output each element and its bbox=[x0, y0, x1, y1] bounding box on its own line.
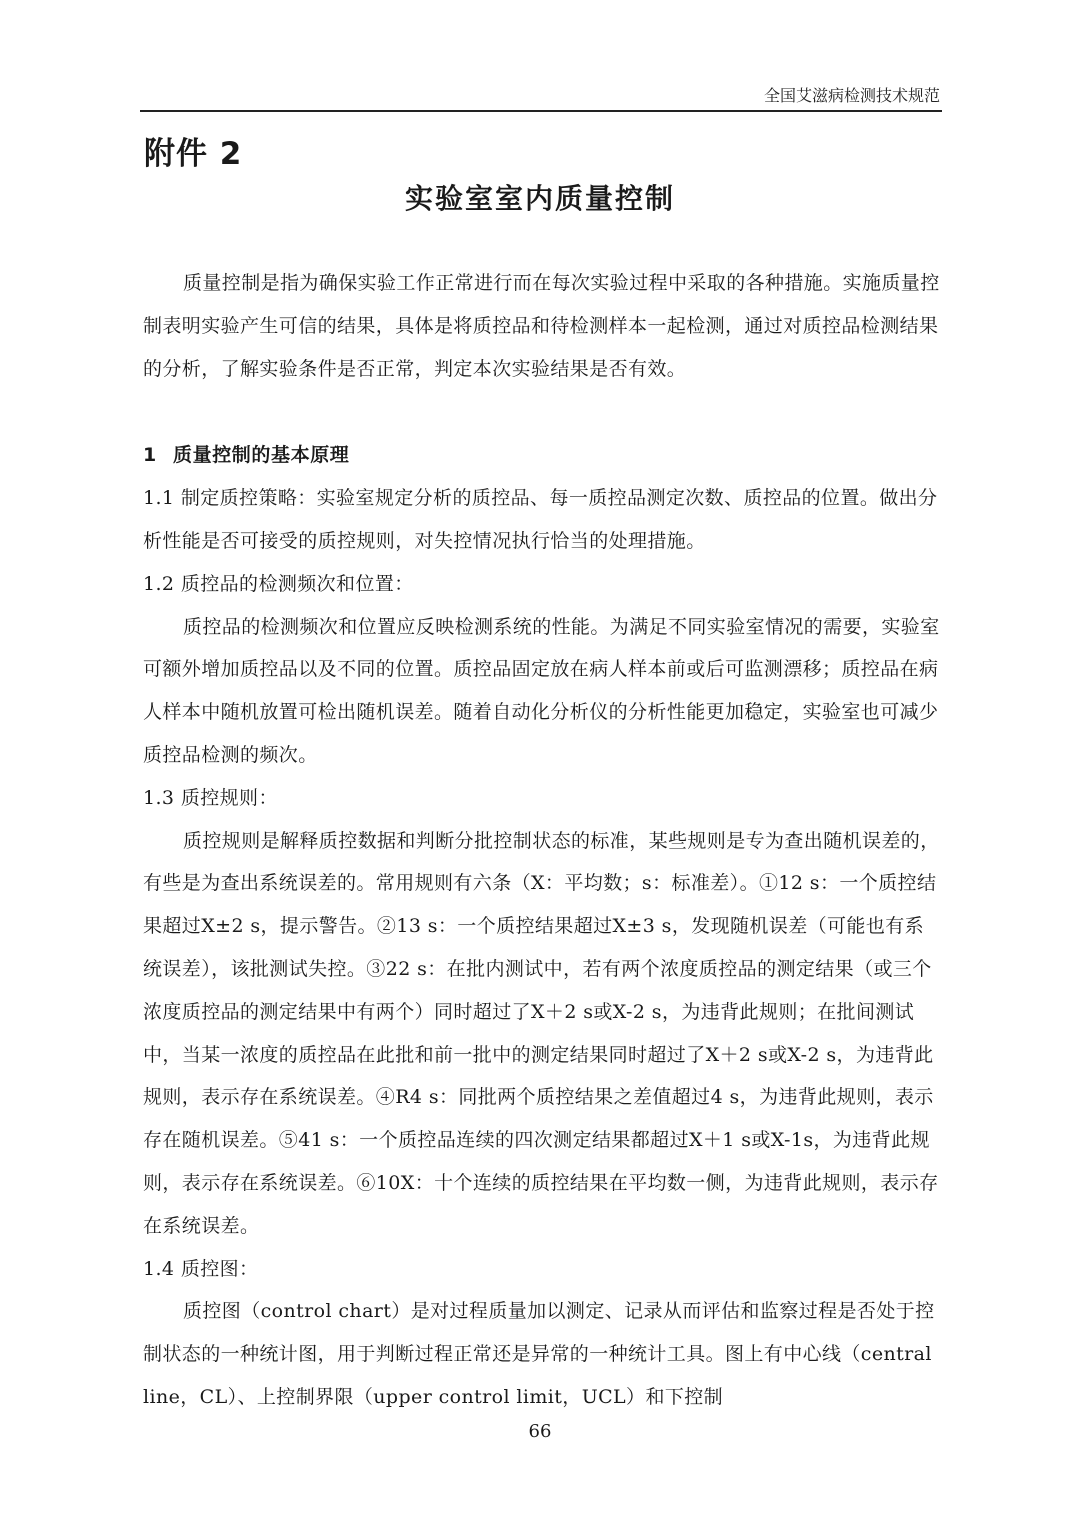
subheading-1-3: 1.3 质控规则： bbox=[143, 786, 278, 809]
document-body bbox=[143, 262, 941, 1419]
subheading-1-2: 1.2 质控品的检测频次和位置： bbox=[143, 572, 414, 595]
section-heading bbox=[143, 434, 941, 477]
paragraph-1-4: 质控图（control chart）是对过程质量加以测定、记录从而评估和监察过程是否处于控制状态的一种统计图，用于判断过程正常还是异常的一种统计工具。图上有中心线（central line，CL）、上控制界限（upper control limit，UCL）和下控制 bbox=[143, 1300, 935, 1408]
section-number: 1 bbox=[143, 444, 157, 467]
header-divider bbox=[140, 110, 942, 112]
section-title: 质量控制的基本原理 bbox=[173, 444, 350, 467]
document-title: 实验室室内质量控制 bbox=[404, 182, 675, 215]
annex-title: 附件 2 bbox=[144, 136, 243, 172]
paragraph-1-1: 1.1 制定质控策略：实验室规定分析的质控品、每一质控品测定次数、质控品的位置。做出分析性能是否可接受的质控规则，对失控情况执行恰当的处理措施。 bbox=[143, 487, 938, 552]
page-number: 66 bbox=[528, 1421, 552, 1442]
running-header: 全国艾滋病检测技术规范 bbox=[763, 86, 940, 105]
paragraph-1-3: 质控规则是解释质控数据和判断分批控制状态的标准，某些规则是专为查出随机误差的，有些是为查出系统误差的。常用规则有六条（X：平均数；s：标准差）。①12 s：一个质控结果超过X±2 s，提示警告。②13 s：一个质控结果超过X±3 s，发现随机误差（可能也有系统误差），该批测试失控。③22 s：在批内测试中，若有两个浓度质控品的测定结果（或三个浓度质控品的测定结果中有两个）同时超过了X＋2 s或X-2 s，为违背此规则；在批间测试中，当某一浓度的质控品在此批和前一批中的测定结果同时超过了X＋2 s或X-2 s，为违背此规则，表示存在系统误差。④R4 s：同批两个质控结果之差值超过4 s，为违背此规则，表示存在随机误差。⑤41 s：一个质控品连续的四次测定结果都超过X＋1 s或X-1s，为违背此规则，表示存在系统误差。⑥10X：十个连续的质控结果在平均数一侧，为违背此规则，表示存在系统误差。 bbox=[143, 829, 940, 1237]
paragraph-1-2: 质控品的检测频次和位置应反映检测系统的性能。为满足不同实验室情况的需要，实验室可额外增加质控品以及不同的位置。质控品固定放在病人样本前或后可监测漂移；质控品在病人样本中随机放置可检出随机误差。随着自动化分析仪的分析性能更加稳定，实验室也可减少质控品检测的频次。 bbox=[143, 615, 940, 766]
subheading-1-4: 1.4 质控图： bbox=[143, 1257, 259, 1280]
intro-paragraph: 质量控制是指为确保实验工作正常进行而在每次实验过程中采取的各种措施。实施质量控制表明实验产生可信的结果，具体是将质控品和待检测样本一起检测，通过对质控品检测结果的分析，了解实验条件是否正常，判定本次实验结果是否有效。 bbox=[143, 272, 940, 380]
